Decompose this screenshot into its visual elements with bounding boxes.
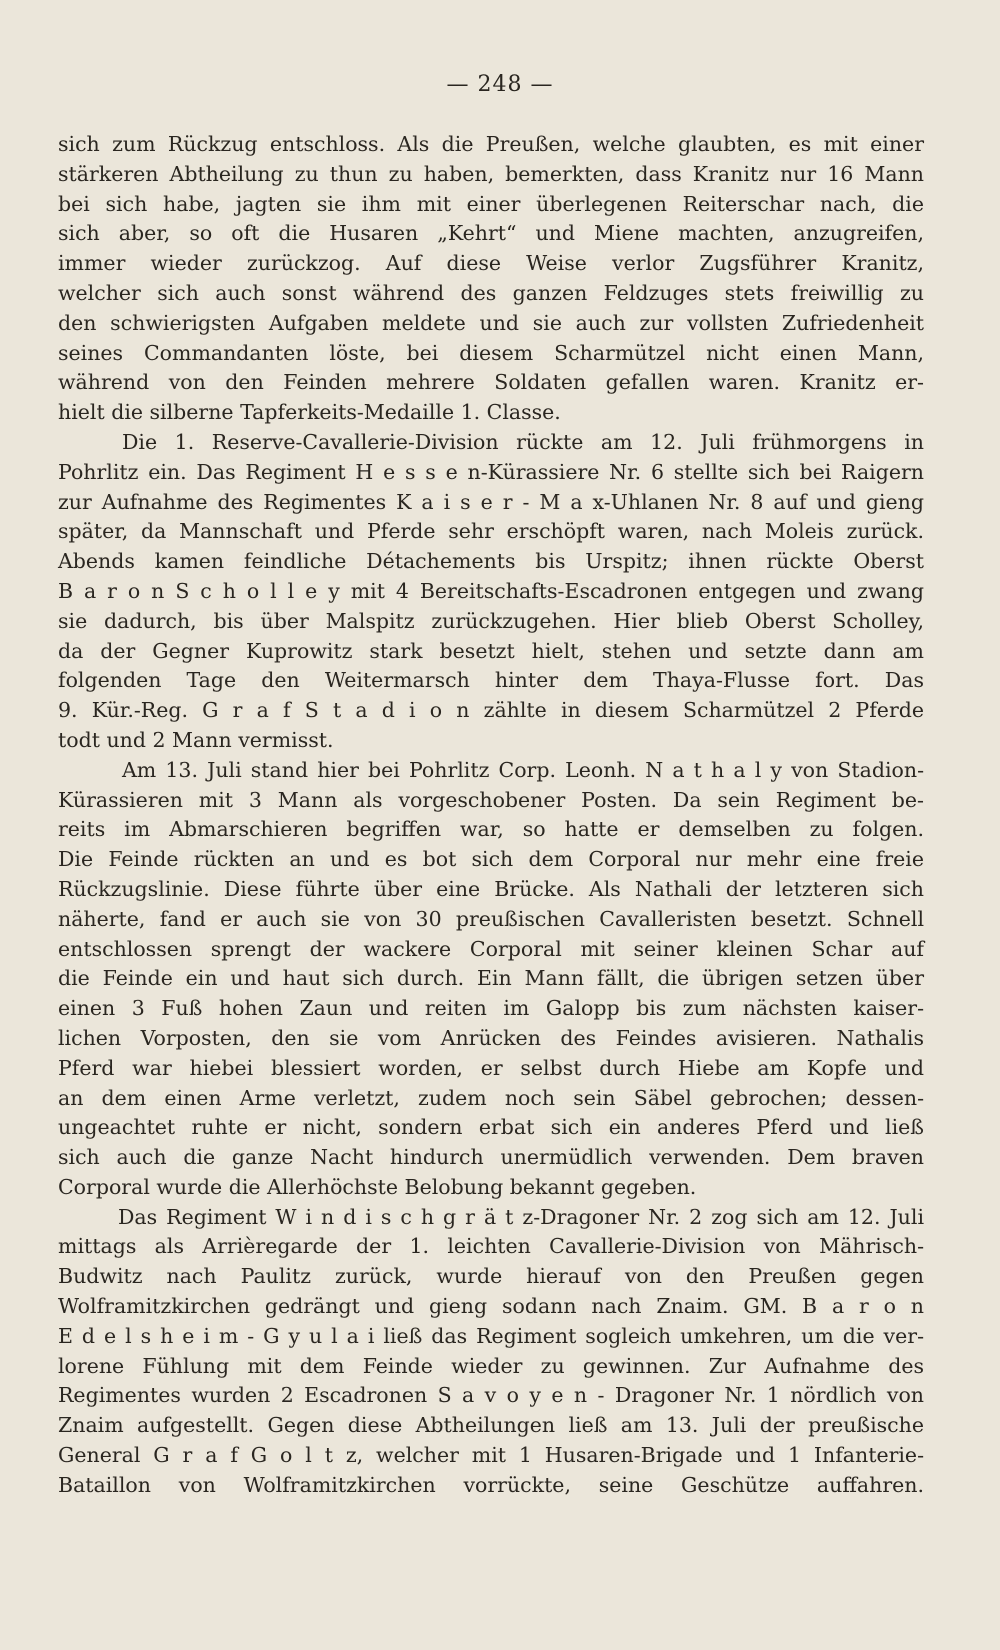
- text-line: sich auch die ganze Nacht hindurch unermüdlich verwenden. Dem braven: [58, 1145, 924, 1170]
- text-line: später, da Mannschaft und Pferde sehr erschöpft waren, nach Moleis zurück.: [58, 519, 924, 544]
- text-line: Die Feinde rückten an und es bot sich dem Corporal nur mehr eine freie: [58, 847, 924, 872]
- text-line: B a r o n S c h o l l e y mit 4 Bereitschafts-Escadronen entgegen und zwang: [58, 578, 924, 603]
- text-line: Pohrlitz ein. Das Regiment H e s s e n-Kürassiere Nr. 6 stellte sich bei Raigern: [58, 459, 924, 484]
- text-line: den schwierigsten Aufgaben meldete und sie auch zur vollsten Zufriedenheit: [58, 310, 924, 335]
- text-line: Die 1. Reserve-Cavallerie-Division rückte am 12. Juli frühmorgens in: [122, 429, 924, 454]
- text-line: Rückzugslinie. Diese führte über eine Brücke. Als Nathali der letzteren sich: [58, 876, 924, 901]
- text-line: Pferd war hiebei blessiert worden, er selbst durch Hiebe am Kopfe und: [58, 1055, 924, 1080]
- text-line: folgenden Tage den Weitermarsch hinter dem Thaya-Flusse fort. Das: [58, 668, 924, 693]
- text-line: Kürassieren mit 3 Mann als vorgeschobener Posten. Da sein Regiment be-: [58, 787, 924, 812]
- text-line: Budwitz nach Paulitz zurück, wurde hierauf von den Preußen gegen: [58, 1264, 924, 1289]
- text-line: da der Gegner Kuprowitz stark besetzt hielt, stehen und setzte dann am: [58, 638, 924, 663]
- text-line: Regimentes wurden 2 Escadronen S a v o y e n - Dragoner Nr. 1 nördlich von: [58, 1383, 924, 1408]
- text-line: [58, 1501, 924, 1531]
- text-line: zur Aufnahme des Regimentes K a i s e r - M a x-Uhlanen Nr. 8 auf und gieng: [58, 489, 924, 514]
- text-line: sie dadurch, bis über Malspitz zurückzugehen. Hier blieb Oberst Scholley,: [58, 608, 924, 633]
- text-line: Das Regiment W i n d i s c h g r ä t z-Dragoner Nr. 2 zog sich am 12. Juli: [118, 1204, 924, 1229]
- text-line: todt und 2 Mann vermisst.: [58, 727, 334, 752]
- text-line: Am 13. Juli stand hier bei Pohrlitz Corp. Leonh. N a t h a l y von Stadion-: [122, 757, 924, 782]
- text-line: mittags als Arrièregarde der 1. leichten Cavallerie-Division von Mährisch-: [58, 1234, 924, 1259]
- text-line: während von den Feinden mehrere Soldaten gefallen waren. Kranitz er-: [58, 370, 924, 395]
- body-text: [58, 130, 924, 1530]
- text-line: näherte, fand er auch sie von 30 preußischen Cavalleristen besetzt. Schnell: [58, 906, 924, 931]
- text-line: bei sich habe, jagten sie ihm mit einer überlegenen Reiterschar nach, die: [58, 191, 924, 216]
- text-line: Bataillon von Wolframitzkirchen vorrückte, seine Geschütze auffahren.: [58, 1472, 924, 1497]
- text-line: entschlossen sprengt der wackere Corporal mit seiner kleinen Schar auf: [58, 936, 924, 961]
- text-line: welcher sich auch sonst während des ganzen Feldzuges stets freiwillig zu: [58, 280, 924, 305]
- text-line: immer wieder zurückzog. Auf diese Weise verlor Zugsführer Kranitz,: [58, 251, 924, 276]
- text-line: ungeachtet ruhte er nicht, sondern erbat sich ein anderes Pferd und ließ: [58, 1115, 924, 1140]
- text-line: sich aber, so oft die Husaren „Kehrt“ und Miene machten, anzugreifen,: [58, 221, 924, 246]
- text-line: lorene Fühlung mit dem Feinde wieder zu gewinnen. Zur Aufnahme des: [58, 1353, 924, 1378]
- text-line: Corporal wurde die Allerhöchste Belobung bekannt gegeben.: [58, 1174, 697, 1199]
- text-line: die Feinde ein und haut sich durch. Ein Mann fällt, die übrigen setzen über: [58, 966, 924, 991]
- text-line: reits im Abmarschieren begriffen war, so hatte er demselben zu folgen.: [58, 817, 924, 842]
- text-line: E d e l s h e i m - G y u l a i ließ das Regiment sogleich umkehren, um die ver-: [58, 1323, 924, 1348]
- text-line: Znaim aufgestellt. Gegen diese Abtheilungen ließ am 13. Juli der preußische: [58, 1413, 924, 1438]
- text-line: sich zum Rückzug entschloss. Als die Preußen, welche glaubten, es mit einer: [58, 132, 924, 156]
- text-line: an dem einen Arme verletzt, zudem noch sein Säbel gebrochen; dessen-: [58, 1085, 924, 1110]
- text-line: seines Commandanten löste, bei diesem Scharmützel nicht einen Mann,: [58, 340, 924, 365]
- text-line: lichen Vorposten, den sie vom Anrücken des Feindes avisieren. Nathalis: [58, 1025, 924, 1050]
- text-line: hielt die silberne Tapferkeits-Medaille 1. Classe.: [58, 400, 561, 425]
- text-line: General G r a f G o l t z, welcher mit 1 Husaren-Brigade und 1 Infanterie-: [58, 1443, 924, 1468]
- text-line: 9. Kür.-Reg. G r a f S t a d i o n zählte in diesem Scharmützel 2 Pferde: [58, 698, 924, 723]
- text-line: einen 3 Fuß hohen Zaun und reiten im Galopp bis zum nächsten kaiser-: [58, 996, 924, 1021]
- text-line: stärkeren Abtheilung zu thun zu haben, bemerkten, dass Kranitz nur 16 Mann: [58, 161, 924, 186]
- page-number: — 248 —: [446, 72, 554, 97]
- text-line: Abends kamen feindliche Détachements bis Urspitz; ihnen rückte Oberst: [58, 549, 924, 574]
- text-line: Wolframitzkirchen gedrängt und gieng sodann nach Znaim. GM. B a r o n: [58, 1294, 924, 1319]
